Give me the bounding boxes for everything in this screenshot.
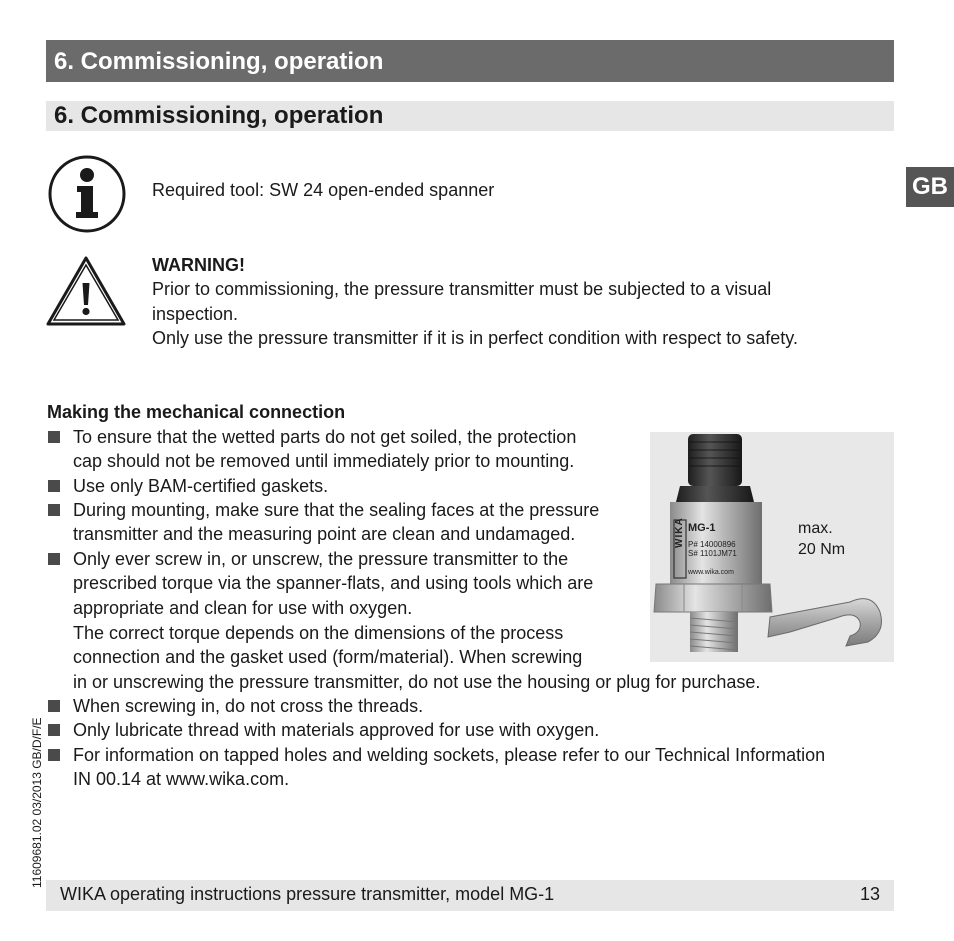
warning-icon <box>45 255 127 332</box>
document-code: 11609681.02 03/2013 GB/D/F/E <box>30 717 44 888</box>
brand-label: WIKA <box>674 517 685 548</box>
bullet-4-line-4: The correct torque depends on the dimensions of the process <box>73 623 564 643</box>
bullet-7-line-1: For information on tapped holes and welding sockets, please refer to our Technical Information <box>73 745 826 765</box>
bullet-5-line-1: When screwing in, do not cross the threads. <box>73 696 424 716</box>
bullet-marker <box>48 553 60 565</box>
section-header-dark <box>46 40 894 82</box>
bullet-marker <box>48 749 60 761</box>
footer-bar <box>46 880 894 911</box>
bullet-marker <box>48 700 60 712</box>
bullet-7-line-2: IN 00.14 at www.wika.com. <box>73 769 290 789</box>
footer-title: WIKA operating instructions pressure transmitter, model MG-1 <box>60 884 555 904</box>
bullet-3-line-2: transmitter and the measuring point are clean and undamaged. <box>73 524 576 544</box>
bullet-marker <box>48 480 60 492</box>
bullet-1-line-1: To ensure that the wetted parts do not get soiled, the protection <box>73 427 577 447</box>
info-icon <box>47 154 127 239</box>
mechanical-heading: Making the mechanical connection <box>47 402 346 422</box>
warning-line-1: Prior to commissioning, the pressure transmitter must be subjected to a visual <box>152 279 772 299</box>
torque-line-2: 20 Nm <box>798 541 846 558</box>
model-label: MG-1 <box>688 522 716 534</box>
serial-number-label: S# 1101JM71 <box>688 549 737 558</box>
bullet-marker <box>48 431 60 443</box>
page-number: 13 <box>859 884 880 904</box>
part-number-label: P# 14000896 <box>688 540 736 549</box>
warning-line-2: inspection. <box>152 304 239 324</box>
url-label: www.wika.com <box>688 569 734 576</box>
info-text: Required tool: SW 24 open-ended spanner <box>152 180 495 200</box>
warning-line-3: Only use the pressure transmitter if it is in perfect condition with respect to safety. <box>152 328 798 348</box>
bullet-marker <box>48 724 60 736</box>
bullet-4-line-5: connection and the gasket used (form/material). When screwing <box>73 647 583 667</box>
section-header-light <box>46 101 894 131</box>
bullet-1-line-2: cap should not be removed until immediately prior to mounting. <box>73 451 575 471</box>
bullet-4-line-2: prescribed torque via the spanner-flats, and using tools which are <box>73 573 594 593</box>
product-photo <box>650 432 894 662</box>
bullet-6-line-1: Only lubricate thread with materials approved for use with oxygen. <box>73 720 600 740</box>
bullet-2-line-1: Use only BAM-certified gaskets. <box>73 476 329 496</box>
language-tab: GB <box>906 167 954 207</box>
warning-title: WARNING! <box>152 255 245 275</box>
torque-line-1: max. <box>798 520 833 537</box>
torque-callout <box>798 518 845 560</box>
bullet-4-line-6: in or unscrewing the pressure transmitter, do not use the housing or plug for purchase. <box>73 672 761 692</box>
bullet-4-line-1: Only ever screw in, or unscrew, the pressure transmitter to the <box>73 549 569 569</box>
section-title-dark: 6. Commissioning, operation <box>54 48 384 75</box>
bullet-marker <box>48 504 60 516</box>
section-title-light: 6. Commissioning, operation <box>54 102 384 129</box>
bullet-4-line-3: appropriate and clean for use with oxygen. <box>73 598 413 618</box>
bullet-3-line-1: During mounting, make sure that the sealing faces at the pressure <box>73 500 600 520</box>
